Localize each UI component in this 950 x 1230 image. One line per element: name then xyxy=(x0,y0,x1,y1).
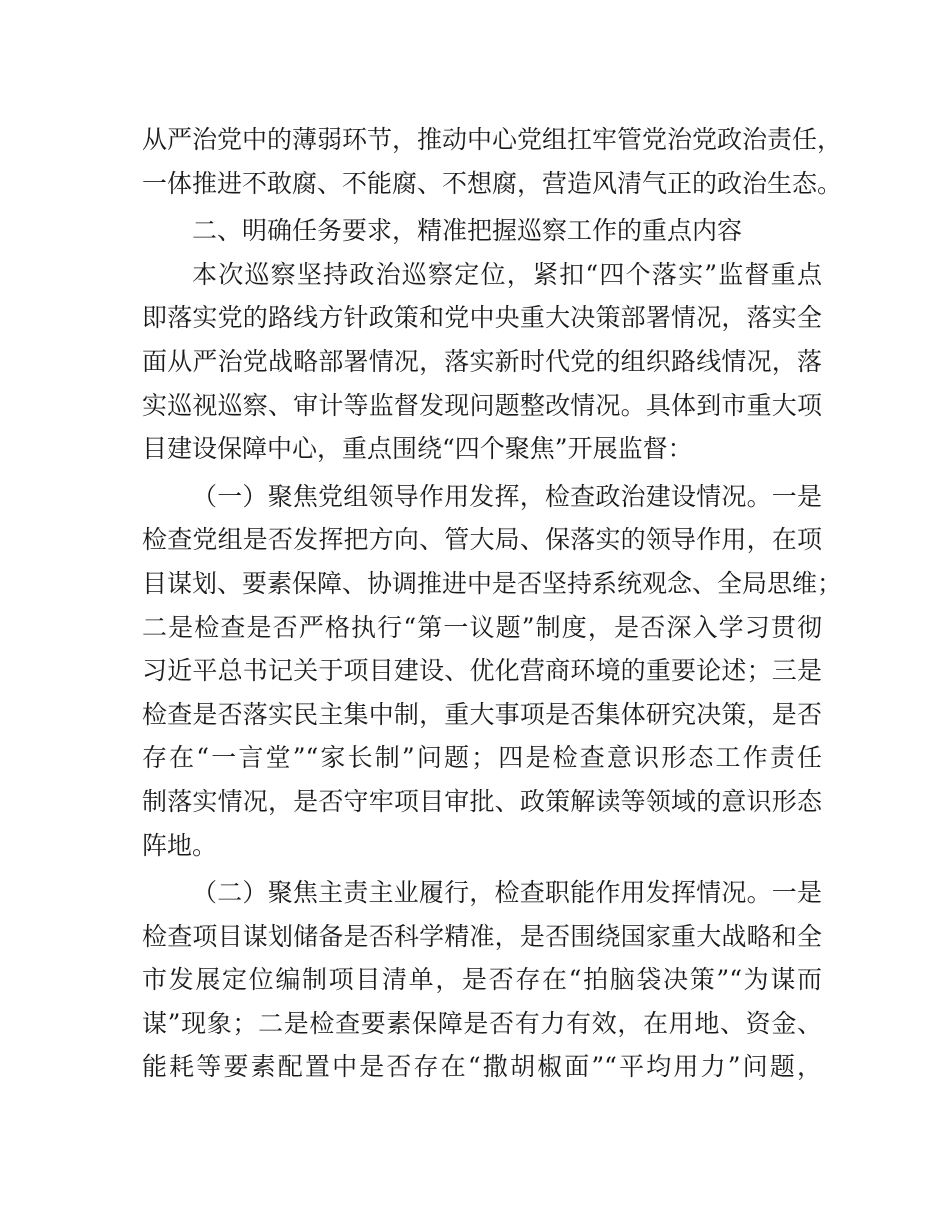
text-line: 能耗等要素配置中是否存在“撒胡椒面”“平均用力”问题， xyxy=(142,1052,822,1082)
document-body xyxy=(142,118,843,1089)
text-line: 本次巡察坚持政治巡察定位，紧扣“四个落实”监督重点 xyxy=(192,259,822,289)
text-line: 习近平总书记关于项目建设、优化营商环境的重要论述；三是 xyxy=(142,656,822,686)
text-line: 一体推进不敢腐、不能腐、不想腐，营造风清气正的政治生态。 xyxy=(142,168,843,198)
text-line: 市发展定位编制项目清单，是否存在“拍脑袋决策”“为谋而 xyxy=(142,965,822,995)
text-line: 目建设保障中心，重点围绕“四个聚焦”开展监督： xyxy=(142,434,693,464)
text-line: 检查是否落实民主集中制，重大事项是否集体研究决策，是否 xyxy=(142,699,822,729)
text-line: 实巡视巡察、审计等监督发现问题整改情况。具体到市重大项 xyxy=(142,390,822,420)
paragraph-focus-two xyxy=(142,871,822,1089)
text-line: 阵地。 xyxy=(142,830,218,860)
paragraph-continuation xyxy=(142,118,843,205)
paragraph-inspection-scope xyxy=(142,253,822,471)
text-line: 谋”现象；二是检查要素保障是否有力有效，在用地、资金、 xyxy=(142,1008,822,1038)
text-line: 二是检查是否严格执行“第一议题”制度，是否深入学习贯彻 xyxy=(142,612,822,642)
text-line: 即落实党的路线方针政策和党中央重大决策部署情况，落实全 xyxy=(142,303,822,333)
text-line: 检查党组是否发挥把方向、管大局、保落实的领导作用，在项 xyxy=(142,525,822,555)
heading-text: 二、明确任务要求，精准把握巡察工作的重点内容 xyxy=(192,216,743,246)
text-line: （二）聚焦主责主业履行，检查职能作用发挥情况。一是 xyxy=(192,878,822,908)
section-heading xyxy=(142,209,822,253)
text-line: 目谋划、要素保障、协调推进中是否坚持系统观念、全局思维； xyxy=(142,568,843,598)
text-line: 面从严治党战略部署情况，落实新时代党的组织路线情况，落 xyxy=(142,346,822,376)
text-line: （一）聚焦党组领导作用发挥，检查政治建设情况。一是 xyxy=(192,481,822,511)
text-line: 制落实情况，是否守牢项目审批、政策解读等领域的意识形态 xyxy=(142,786,822,816)
text-line: 存在“一言堂”“家长制”问题；四是检查意识形态工作责任 xyxy=(142,743,822,773)
text-line: 检查项目谋划储备是否科学精准，是否围绕国家重大战略和全 xyxy=(142,921,822,951)
text-line: 从严治党中的薄弱环节，推动中心党组扛牢管党治党政治责任， xyxy=(142,125,843,154)
paragraph-focus-one xyxy=(142,475,843,867)
